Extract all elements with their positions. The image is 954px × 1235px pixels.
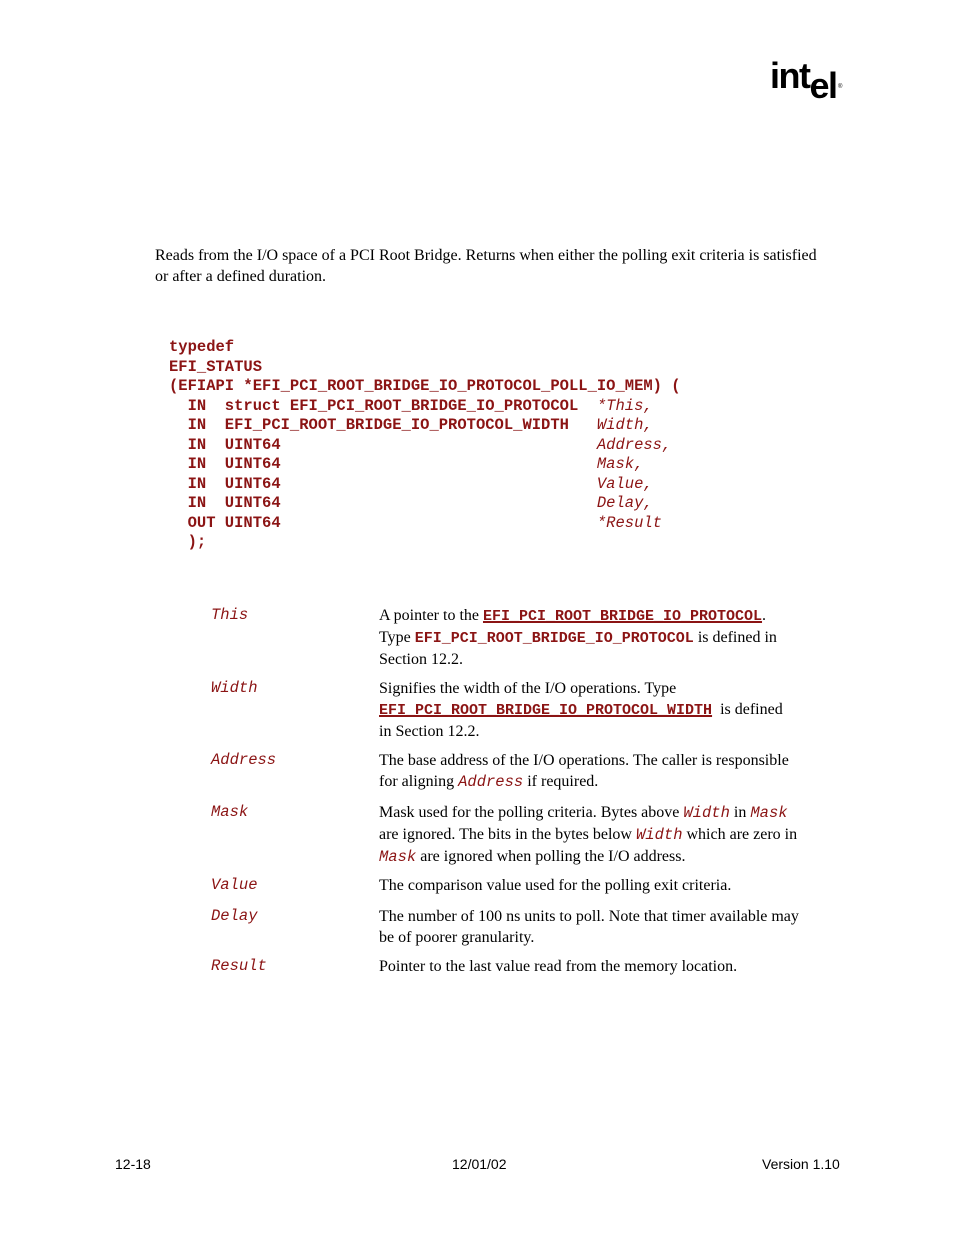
prototype-param-decl: IN UINT64: [169, 474, 597, 493]
prototype-function-name: (EFIAPI *EFI_PCI_ROOT_BRIDGE_IO_PROTOCOL_POLL_IO_MEM) (: [169, 377, 681, 395]
param-name-address: Address: [211, 751, 277, 769]
code-mask: Mask: [379, 848, 417, 866]
param-desc-delay: [379, 906, 841, 948]
param-name-result: Result: [211, 957, 267, 975]
code-address: Address: [458, 773, 524, 791]
footer-version: Version 1.10: [762, 1156, 840, 1172]
prototype-param-arg: Value,: [596, 474, 653, 493]
param-name-value: Value: [211, 876, 258, 894]
param-name-width: Width: [211, 679, 258, 697]
param-name-this: This: [211, 606, 249, 624]
param-desc-width: [379, 678, 841, 742]
registered-mark: ®: [838, 84, 843, 90]
protocol-type-name: EFI_PCI_ROOT_BRIDGE_IO_PROTOCOL: [414, 630, 694, 647]
param-desc-mask: [379, 802, 841, 868]
desc-text: Type: [379, 629, 415, 646]
desc-text: are ignored when polling the I/O address.: [416, 848, 686, 865]
prototype-typedef: typedef: [169, 338, 235, 356]
prototype-param-decl: OUT UINT64: [169, 513, 597, 532]
desc-text: are ignored. The bits in the bytes below: [379, 826, 636, 843]
desc-text: is defined: [712, 701, 783, 718]
desc-text: The number of 100 ns units to poll. Note that timer available may: [379, 908, 799, 925]
param-desc-this: [379, 605, 841, 670]
logo-text-a: int: [770, 55, 810, 96]
prototype-param-arg: *Result: [596, 513, 662, 532]
protocol-width-link[interactable]: EFI_PCI_ROOT_BRIDGE_IO_PROTOCOL_WIDTH: [379, 702, 713, 719]
desc-text: in Section 12.2.: [379, 723, 480, 740]
desc-text: in: [729, 804, 751, 821]
function-prototype: [169, 338, 681, 553]
prototype-param-decl: IN EFI_PCI_ROOT_BRIDGE_IO_PROTOCOL_WIDTH: [169, 416, 597, 434]
desc-text: The base address of the I/O operations. The caller is responsible: [379, 752, 789, 769]
param-desc-address: [379, 750, 841, 793]
intel-logo-wordmark: [770, 55, 837, 106]
prototype-param-arg: *This,: [596, 396, 653, 415]
param-desc-value: [379, 875, 841, 896]
logo-text-b: el: [809, 65, 837, 106]
prototype-param-decl: IN struct EFI_PCI_ROOT_BRIDGE_IO_PROTOCOL: [169, 396, 597, 415]
prototype-param-decl: IN UINT64: [169, 455, 597, 473]
prototype-param-arg: Address,: [596, 435, 672, 454]
prototype-param-arg: Delay,: [596, 494, 653, 512]
param-desc-result: [379, 956, 841, 977]
prototype-return-type: EFI_STATUS: [169, 357, 263, 376]
prototype-param-decl: IN UINT64: [169, 494, 597, 512]
desc-text: .: [762, 607, 767, 624]
footer-page-number: 12-18: [115, 1156, 151, 1172]
prototype-closing: );: [169, 533, 207, 551]
desc-text: is defined in: [693, 629, 777, 646]
prototype-param-arg: Width,: [596, 416, 653, 434]
code-mask: Mask: [750, 804, 788, 822]
prototype-param-decl: IN UINT64: [169, 435, 597, 454]
footer-date: 12/01/02: [452, 1156, 507, 1172]
desc-text: Pointer to the last value read from the memory location.: [379, 958, 738, 975]
desc-text: which are zero in: [682, 826, 798, 843]
desc-text: The comparison value used for the polling exit criteria.: [379, 877, 732, 894]
protocol-link[interactable]: EFI_PCI_ROOT_BRIDGE_IO_PROTOCOL: [482, 608, 763, 625]
desc-text: if required.: [523, 773, 599, 790]
param-name-mask: Mask: [211, 803, 249, 821]
intel-logo: [770, 56, 846, 104]
code-width: Width: [635, 826, 683, 844]
code-width: Width: [683, 804, 730, 822]
desc-text: Mask used for the polling criteria. Bytes above: [379, 804, 684, 821]
param-name-delay: Delay: [211, 907, 258, 925]
desc-text: be of poorer granularity.: [379, 929, 535, 946]
function-description: Reads from the I/O space of a PCI Root Bridge. Returns when either the polling exit criteria is satisfied or after a defined duration.: [155, 247, 817, 285]
desc-text: Signifies the width of the I/O operations. Type: [379, 680, 677, 697]
desc-text: A pointer to the: [379, 607, 483, 624]
prototype-param-arg: Mask,: [596, 455, 644, 473]
desc-text: Section 12.2.: [379, 651, 463, 668]
desc-text: for aligning: [379, 773, 459, 790]
